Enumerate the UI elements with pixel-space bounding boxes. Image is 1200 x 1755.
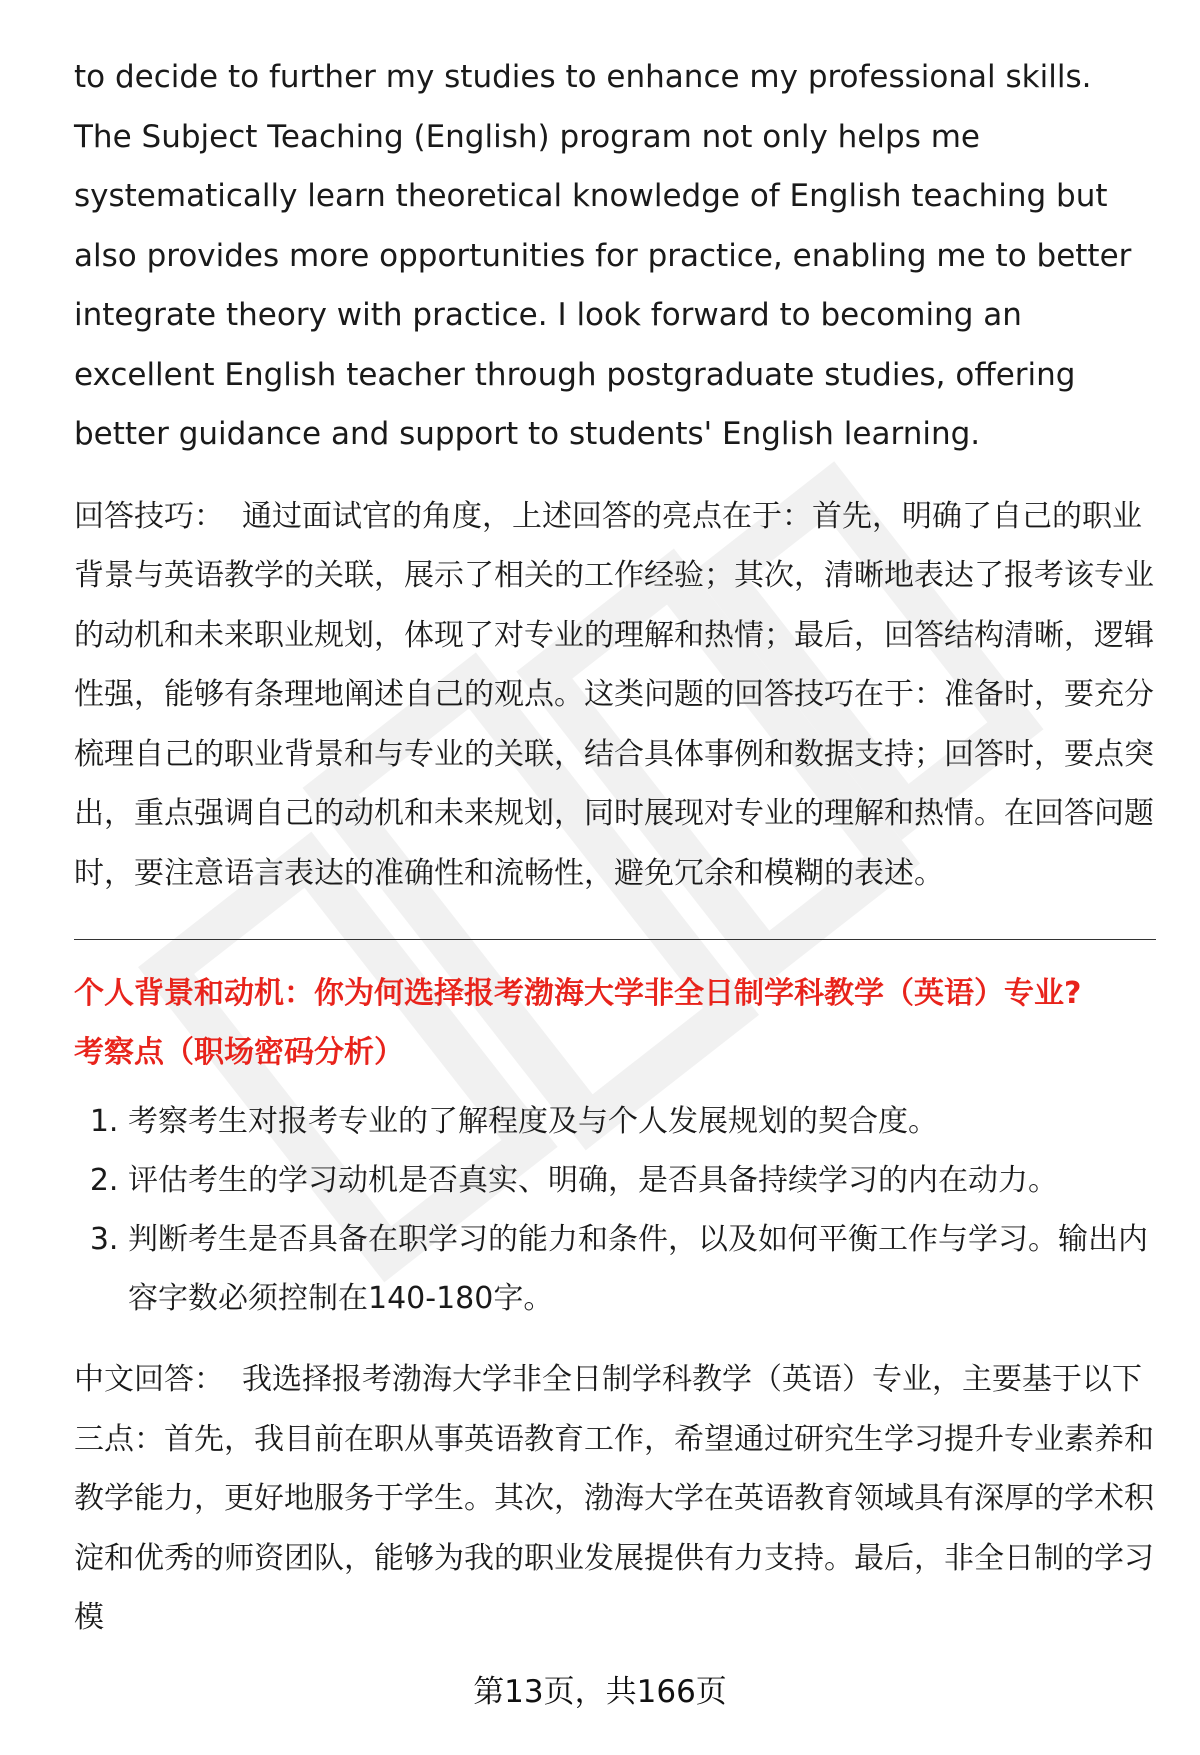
answer-tips-paragraph xyxy=(74,487,1154,904)
section-divider xyxy=(74,939,1156,940)
list-item: 1. 考察考生对报考专业的了解程度及与个人发展规划的契合度。 xyxy=(128,1092,1154,1151)
assessment-points-list xyxy=(74,1092,1154,1328)
assessment-points-heading: 考察点（职场密码分析） xyxy=(74,1035,404,1070)
answer-tips-text: 通过面试官的角度，上述回答的亮点在于：首先，明确了自己的职业背景与英语教学的关联，展示了相关的工作经验；其次，清晰地表达了报考该专业的动机和未来职业规划，体现了对专业的理解和热情；最后，回答结构清晰，逻辑性强，能够有条理地阐述自己的观点。这类问题的回答技巧在于：准备时，要充分梳理自己的职业背景和与专业的关联，结合具体事例和数据支持；回答时，要点突出，重点强调自己的动机和未来规划，同时展现对专业的理解和热情。在回答问题时，要注意语言表达的准确性和流畅性，避免冗余和模糊的表述。 xyxy=(74,498,1154,891)
list-item: 2. 评估考生的学习动机是否真实、明确，是否具备持续学习的内在动力。 xyxy=(128,1151,1154,1210)
question-title: 个人背景和动机：你为何选择报考渤海大学非全日制学科教学（英语）专业? xyxy=(74,976,1082,1011)
list-item: 3. 判断考生是否具备在职学习的能力和条件，以及如何平衡工作与学习。输出内容字数必须控制在140-180字。 xyxy=(128,1210,1154,1328)
english-answer-continuation: to decide to further my studies to enhance my professional skills. The Subject Teaching (English) program not only helps me systematically learn theoretical knowledge of English teaching but also provides more opportunities for practice, enabling me to better integrate theory with practice. I look forward to becoming an excellent English teacher through postgraduate studies, offering better guidance and support to students' English learning. xyxy=(74,59,1132,452)
chinese-answer-label: 中文回答： xyxy=(74,1362,224,1397)
page-content xyxy=(74,48,1154,1648)
answer-tips-label: 回答技巧： xyxy=(74,498,224,534)
page-number-footer: 第13页，共166页 xyxy=(473,1674,727,1710)
chinese-answer-paragraph xyxy=(74,1350,1154,1648)
chinese-answer-text: 我选择报考渤海大学非全日制学科教学（英语）专业，主要基于以下三点：首先，我目前在职从事英语教育工作，希望通过研究生学习提升专业素养和教学能力，更好地服务于学生。其次，渤海大学在英语教育领域具有深厚的学术积淀和优秀的师资团队，能够为我的职业发展提供有力支持。最后，非全日制的学习模 xyxy=(74,1362,1154,1635)
